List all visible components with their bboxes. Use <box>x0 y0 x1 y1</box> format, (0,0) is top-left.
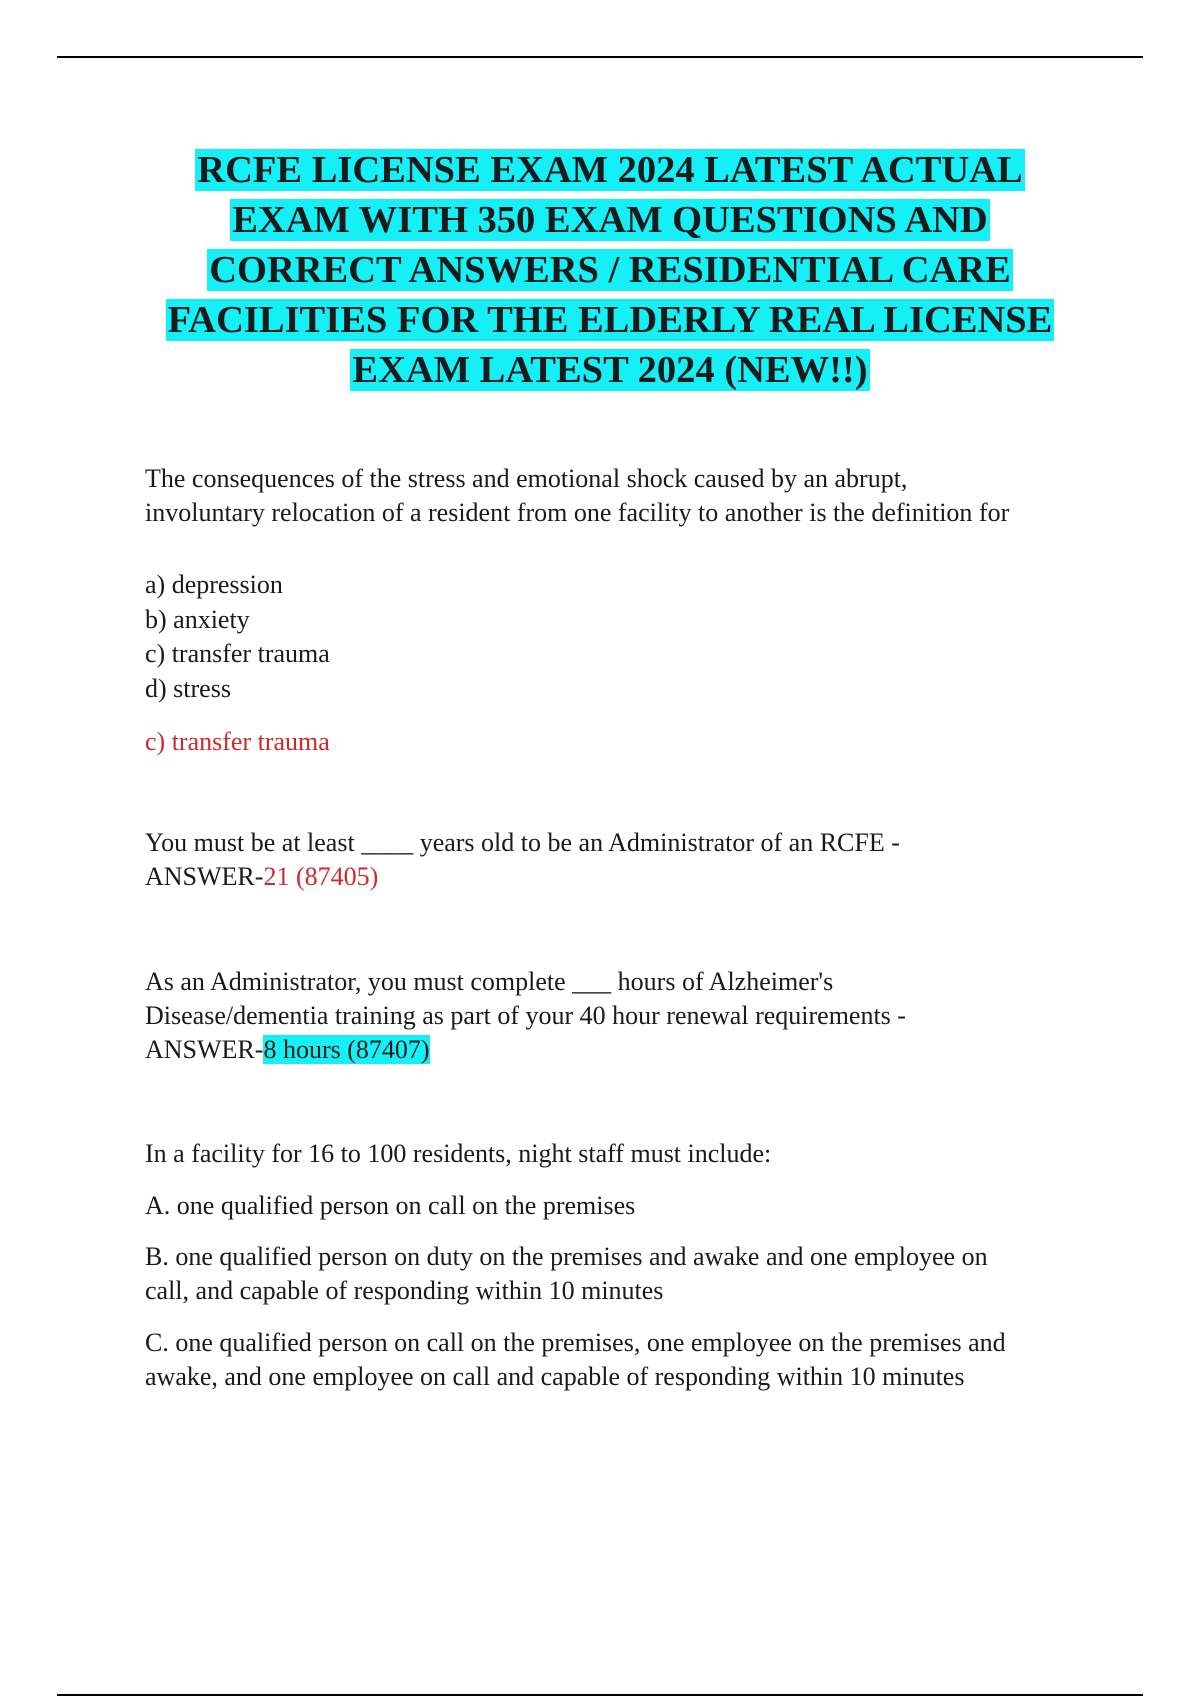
question-4-option-a: A. one qualified person on call on the premises <box>145 1191 636 1220</box>
question-1-line-1: The consequences of the stress and emotional shock caused by an abrupt, <box>145 464 908 493</box>
question-4-option-c <box>145 1326 1095 1394</box>
title-line-2: EXAM WITH 350 EXAM QUESTIONS AND <box>232 199 988 241</box>
bottom-rule <box>57 1694 1143 1696</box>
answer-prefix: ANSWER- <box>145 862 264 891</box>
option-b-line-2: call, and capable of responding within 10 minutes <box>145 1276 664 1305</box>
title-line-1: RCFE LICENSE EXAM 2024 LATEST ACTUAL <box>197 149 1023 191</box>
option-a: a) depression <box>145 570 283 599</box>
question-1-answer: c) transfer trauma <box>145 727 330 756</box>
title-line-5: EXAM LATEST 2024 (NEW!!) <box>352 349 868 391</box>
question-4-option-b <box>145 1240 1095 1308</box>
option-c: c) transfer trauma <box>145 639 330 668</box>
question-4: In a facility for 16 to 100 residents, night staff must include: <box>145 1139 772 1168</box>
option-b-line-1: B. one qualified person on duty on the premises and awake and one employee on <box>145 1242 988 1271</box>
question-2-answer-line <box>145 860 1095 894</box>
question-3-answer-line <box>145 1033 1095 1067</box>
question-3-line-1: As an Administrator, you must complete ___ hours of Alzheimer's <box>145 967 834 996</box>
title-line-4: FACILITIES FOR THE ELDERLY REAL LICENSE <box>167 299 1053 341</box>
question-2-line-1: You must be at least ____ years old to be an Administrator of an RCFE - <box>145 828 900 857</box>
option-c-line-1: C. one qualified person on call on the premises, one employee on the premises and <box>145 1328 1006 1357</box>
question-1-options <box>145 568 1095 706</box>
question-1 <box>145 462 1095 530</box>
document-title <box>130 145 1090 395</box>
answer-prefix: ANSWER- <box>145 1035 264 1064</box>
option-c-line-2: awake, and one employee on call and capable of responding within 10 minutes <box>145 1362 965 1391</box>
question-3 <box>145 965 1095 1067</box>
question-2-answer: 21 (87405) <box>263 862 379 891</box>
question-2 <box>145 826 1095 894</box>
option-d: d) stress <box>145 673 231 703</box>
question-3-line-2: Disease/dementia training as part of your 40 hour renewal requirements - <box>145 1001 906 1030</box>
question-1-line-2: involuntary relocation of a resident from one facility to another is the definition for <box>145 498 1010 527</box>
option-b: b) anxiety <box>145 604 250 634</box>
top-rule <box>57 56 1143 58</box>
title-line-3: CORRECT ANSWERS / RESIDENTIAL CARE <box>209 249 1011 291</box>
question-3-answer: 8 hours (87407) <box>263 1035 430 1064</box>
